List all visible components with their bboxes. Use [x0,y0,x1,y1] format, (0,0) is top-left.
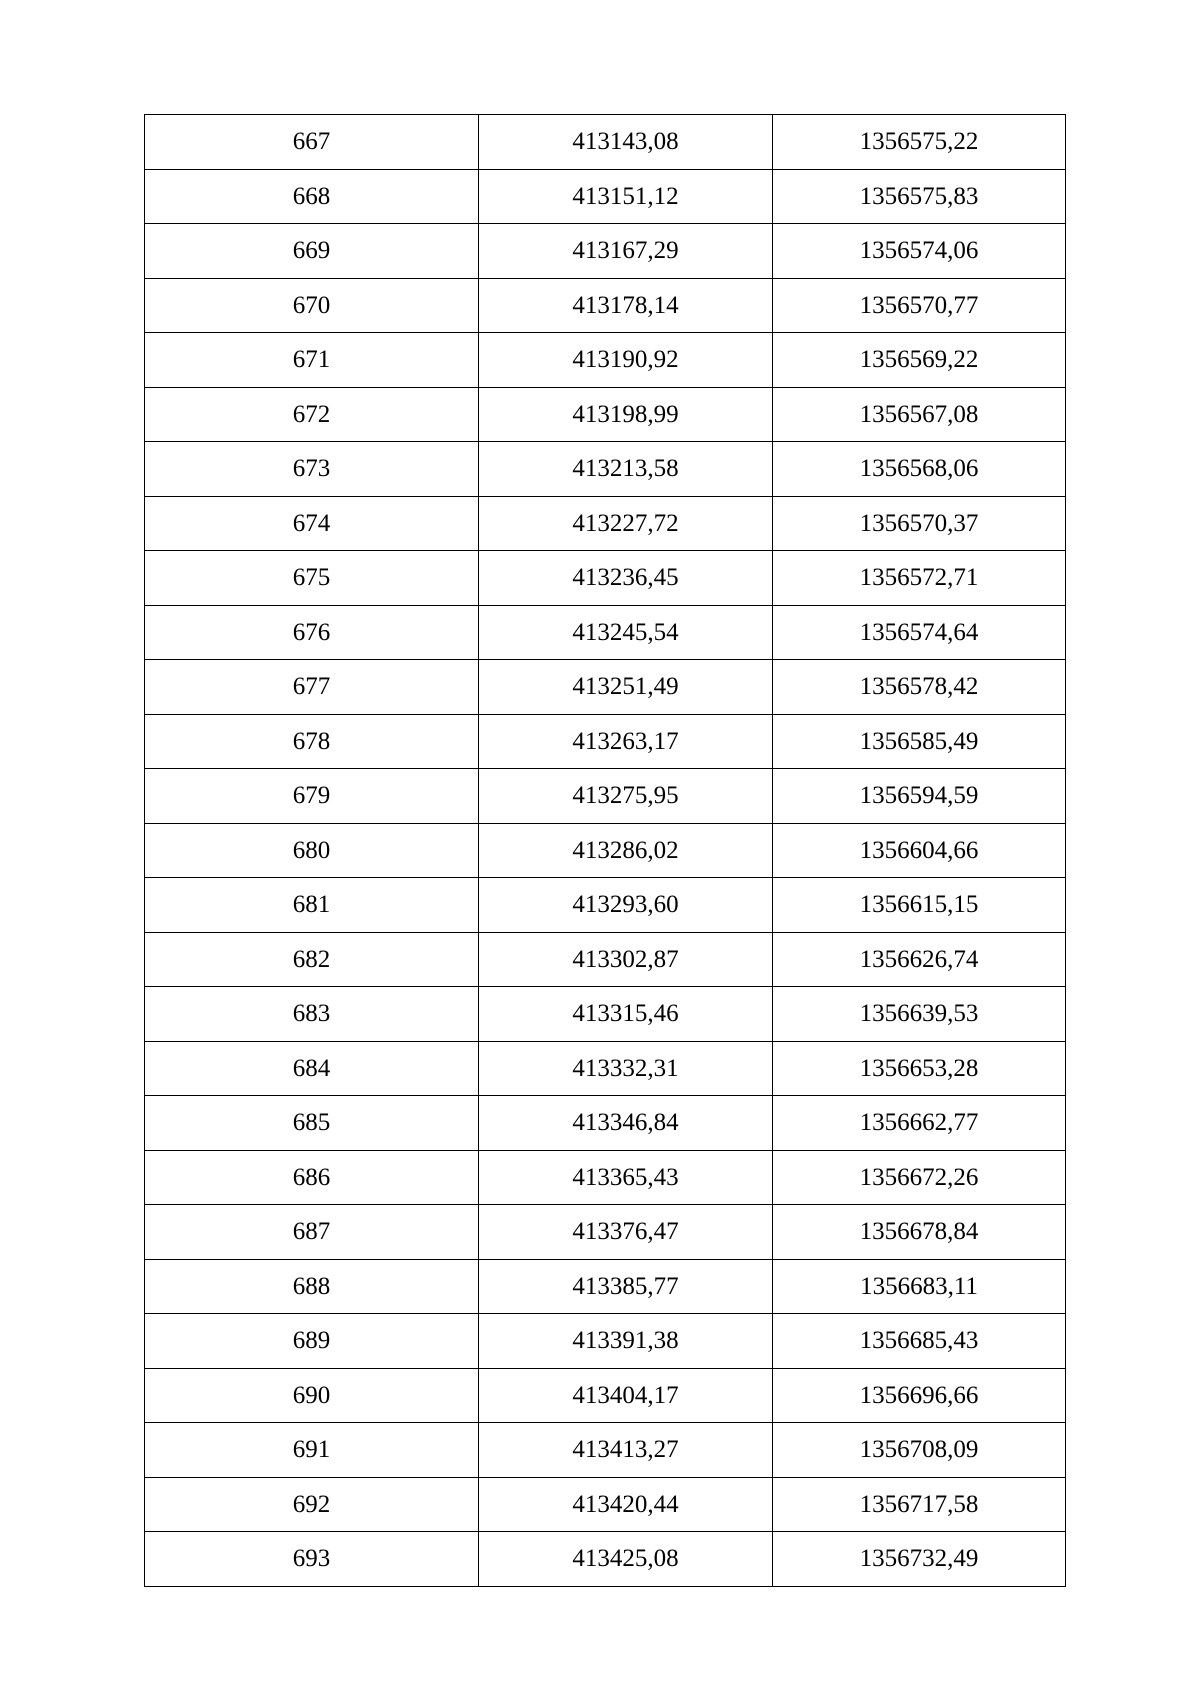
table-row [145,1205,1066,1260]
x-coordinate-cell: 413302,87 [479,932,773,987]
x-coordinate-cell: 413213,58 [479,442,773,497]
x-coordinate-cell: 413151,12 [479,169,773,224]
point-number-cell: 670 [145,278,479,333]
point-number-cell: 685 [145,1096,479,1151]
point-number-cell: 677 [145,660,479,715]
point-number-cell: 675 [145,551,479,606]
table-row [145,169,1066,224]
point-number-cell: 673 [145,442,479,497]
x-coordinate-cell: 413143,08 [479,115,773,170]
y-coordinate-cell: 1356575,22 [773,115,1066,170]
point-number-cell: 672 [145,387,479,442]
table-row [145,932,1066,987]
point-number-cell: 689 [145,1314,479,1369]
table-row [145,115,1066,170]
y-coordinate-cell: 1356685,43 [773,1314,1066,1369]
table-row [145,1259,1066,1314]
table-row [145,442,1066,497]
table-row [145,605,1066,660]
x-coordinate-cell: 413413,27 [479,1423,773,1478]
y-coordinate-cell: 1356653,28 [773,1041,1066,1096]
coordinates-table-body [145,115,1066,1587]
y-coordinate-cell: 1356572,71 [773,551,1066,606]
table-row [145,333,1066,388]
y-coordinate-cell: 1356570,77 [773,278,1066,333]
y-coordinate-cell: 1356578,42 [773,660,1066,715]
x-coordinate-cell: 413293,60 [479,878,773,933]
y-coordinate-cell: 1356574,64 [773,605,1066,660]
point-number-cell: 693 [145,1532,479,1587]
x-coordinate-cell: 413404,17 [479,1368,773,1423]
y-coordinate-cell: 1356708,09 [773,1423,1066,1478]
table-row [145,224,1066,279]
point-number-cell: 686 [145,1150,479,1205]
y-coordinate-cell: 1356672,26 [773,1150,1066,1205]
point-number-cell: 691 [145,1423,479,1478]
x-coordinate-cell: 413263,17 [479,714,773,769]
y-coordinate-cell: 1356696,66 [773,1368,1066,1423]
table-row [145,1477,1066,1532]
x-coordinate-cell: 413178,14 [479,278,773,333]
x-coordinate-cell: 413346,84 [479,1096,773,1151]
point-number-cell: 676 [145,605,479,660]
x-coordinate-cell: 413286,02 [479,823,773,878]
table-row [145,278,1066,333]
y-coordinate-cell: 1356639,53 [773,987,1066,1042]
table-row [145,1150,1066,1205]
x-coordinate-cell: 413391,38 [479,1314,773,1369]
x-coordinate-cell: 413236,45 [479,551,773,606]
table-row [145,1423,1066,1478]
x-coordinate-cell: 413251,49 [479,660,773,715]
y-coordinate-cell: 1356585,49 [773,714,1066,769]
table-row [145,660,1066,715]
y-coordinate-cell: 1356717,58 [773,1477,1066,1532]
y-coordinate-cell: 1356567,08 [773,387,1066,442]
y-coordinate-cell: 1356732,49 [773,1532,1066,1587]
x-coordinate-cell: 413425,08 [479,1532,773,1587]
table-row [145,1368,1066,1423]
table-row [145,1096,1066,1151]
y-coordinate-cell: 1356575,83 [773,169,1066,224]
table-row [145,714,1066,769]
y-coordinate-cell: 1356615,15 [773,878,1066,933]
y-coordinate-cell: 1356568,06 [773,442,1066,497]
point-number-cell: 671 [145,333,479,388]
y-coordinate-cell: 1356574,06 [773,224,1066,279]
point-number-cell: 678 [145,714,479,769]
x-coordinate-cell: 413376,47 [479,1205,773,1260]
x-coordinate-cell: 413315,46 [479,987,773,1042]
table-row [145,551,1066,606]
table-row [145,769,1066,824]
x-coordinate-cell: 413190,92 [479,333,773,388]
coordinates-table [144,114,1066,1587]
x-coordinate-cell: 413385,77 [479,1259,773,1314]
table-row [145,987,1066,1042]
table-row [145,1532,1066,1587]
point-number-cell: 684 [145,1041,479,1096]
point-number-cell: 679 [145,769,479,824]
point-number-cell: 688 [145,1259,479,1314]
y-coordinate-cell: 1356683,11 [773,1259,1066,1314]
table-row [145,878,1066,933]
y-coordinate-cell: 1356569,22 [773,333,1066,388]
point-number-cell: 667 [145,115,479,170]
point-number-cell: 668 [145,169,479,224]
x-coordinate-cell: 413167,29 [479,224,773,279]
x-coordinate-cell: 413420,44 [479,1477,773,1532]
y-coordinate-cell: 1356662,77 [773,1096,1066,1151]
table-row [145,496,1066,551]
point-number-cell: 683 [145,987,479,1042]
point-number-cell: 692 [145,1477,479,1532]
point-number-cell: 674 [145,496,479,551]
x-coordinate-cell: 413198,99 [479,387,773,442]
point-number-cell: 681 [145,878,479,933]
table-row [145,387,1066,442]
x-coordinate-cell: 413365,43 [479,1150,773,1205]
y-coordinate-cell: 1356678,84 [773,1205,1066,1260]
point-number-cell: 687 [145,1205,479,1260]
table-row [145,1041,1066,1096]
table-row [145,823,1066,878]
x-coordinate-cell: 413227,72 [479,496,773,551]
y-coordinate-cell: 1356626,74 [773,932,1066,987]
x-coordinate-cell: 413275,95 [479,769,773,824]
point-number-cell: 669 [145,224,479,279]
table-row [145,1314,1066,1369]
y-coordinate-cell: 1356604,66 [773,823,1066,878]
y-coordinate-cell: 1356594,59 [773,769,1066,824]
point-number-cell: 682 [145,932,479,987]
point-number-cell: 680 [145,823,479,878]
y-coordinate-cell: 1356570,37 [773,496,1066,551]
point-number-cell: 690 [145,1368,479,1423]
x-coordinate-cell: 413245,54 [479,605,773,660]
x-coordinate-cell: 413332,31 [479,1041,773,1096]
